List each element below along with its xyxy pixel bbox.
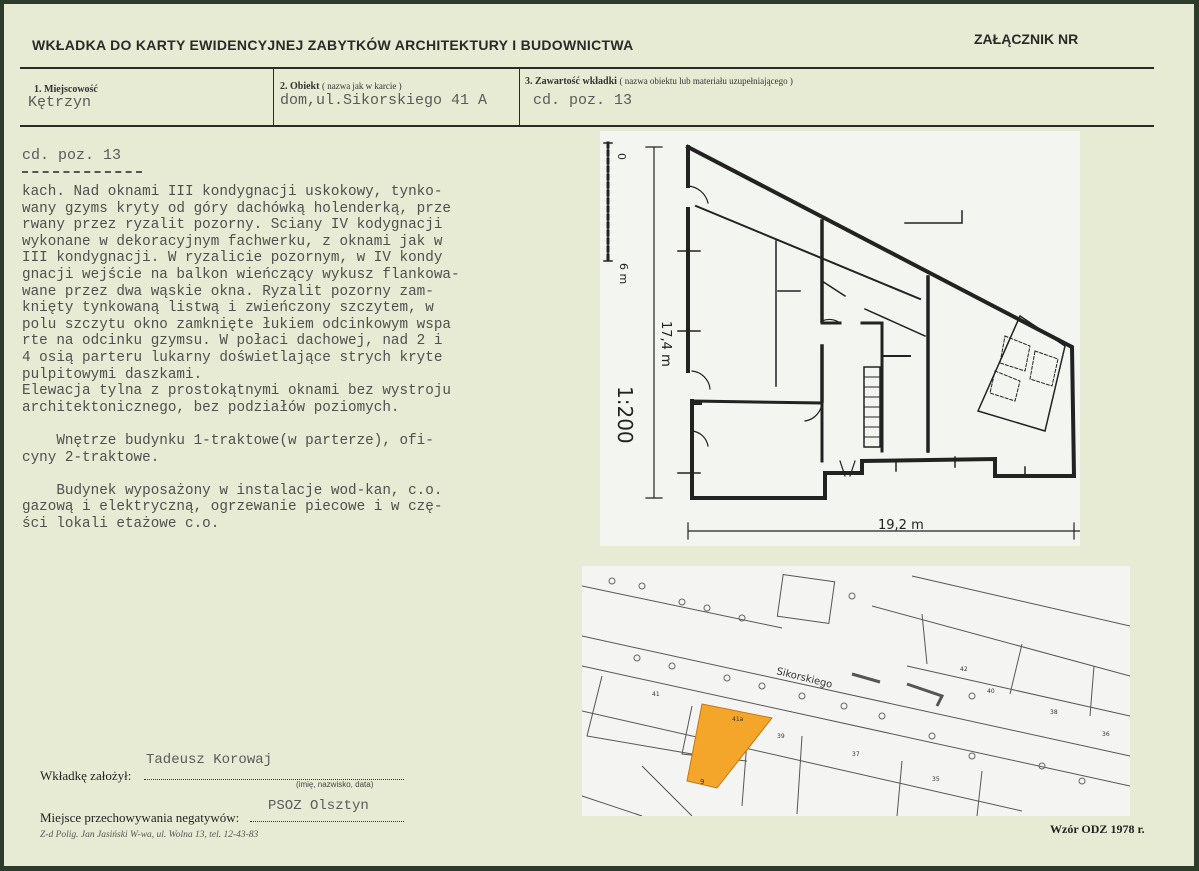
contents-value: cd. poz. 13: [533, 92, 633, 109]
negatives-dotted-line: [250, 821, 404, 822]
site-plan-map-icon: [582, 566, 1130, 816]
scale-bar-zero: 0: [615, 153, 628, 160]
map-number-36: 36: [1102, 731, 1110, 738]
map-number-41: 41: [652, 691, 660, 698]
object-value: dom,ul.Sikorskiego 41 A: [280, 92, 488, 109]
printer-imprint: Z-d Polig. Jan Jasiński W-wa, ul. Wolna 13, tel. 12-43-83: [40, 830, 259, 840]
floor-plan-drawing: [600, 131, 1080, 546]
map-number-9: 9: [700, 778, 705, 786]
annex-number-label: ZAŁĄCZNIK NR: [974, 31, 1079, 47]
continuation-heading: cd. poz. 13: [22, 147, 122, 164]
plan-scale: 1:200: [613, 386, 637, 444]
plan-depth: 17,4 m: [658, 321, 673, 367]
record-card-insert: [4, 4, 1194, 866]
plan-width: 19,2 m: [878, 518, 924, 533]
map-number-38: 38: [1050, 709, 1058, 716]
object-label: 2. Obiekt ( nazwa jak w karcie ): [280, 81, 402, 92]
locality-value: Kętrzyn: [28, 94, 92, 111]
description-text: kach. Nad oknami III kondygnacji uskokowy, tynko- wany gzyms kryty od góry dachówką holenderką, prze rwany przez ryzalit pozorny. Sciany IV kodygnacji wykonane w dekoracyjnym fachwerku, z oknami jak w III kondygnacji. W ryzalicie pozornym, w IV kondy gnacji wejście na balkon wieńczący wykusz flankowa- wane przez dwa wąskie okna. Ryzalit pozorny zam- knięty tynkowaną listwą i zwieńczony szczytem, w polu szczytu okno zamknięte łukiem odcinkowym wspa rte na odcinku gzymsu. W połaci dachowej, nad 2 i 4 osią parteru lukarny doświetlające strych kryte pulpitowymi daszkami. Elewacja tylna z prostokątnymi oknami bez wystroju architektonicznego, bez podziałów poziomych. Wnętrze budynku 1-traktowe(w parterze), ofi- cyny 2-traktowe. Budynek wyposażony w instalacje wod-kan, c.o. gazową i elektryczną, ogrzewanie piecowe i w czę- ści lokali etażowe c.o.: [22, 184, 460, 532]
header-rule-top: [20, 67, 1154, 69]
map-number-37: 37: [852, 751, 860, 758]
scale-bar-length: 6 m: [617, 263, 630, 285]
highlighted-plot: [687, 704, 772, 788]
map-number-42: 42: [960, 666, 968, 673]
form-number: Wzór ODZ 1978 r.: [1050, 822, 1145, 836]
map-number-35: 35: [932, 776, 940, 783]
contents-label: 3. Zawartość wkładki ( nazwa obiektu lub materiału uzupełniającego ): [525, 76, 793, 87]
heading-underline: [22, 171, 142, 173]
map-number-40: 40: [987, 688, 995, 695]
negatives-value: PSOZ Olsztyn: [268, 798, 369, 814]
map-street-name: Sikorskiego: [775, 666, 834, 691]
locality-label: 1. Miejscowość: [34, 84, 98, 95]
page-title: WKŁADKA DO KARTY EWIDENCYJNEJ ZABYTKÓW ARCHITEKTURY I BUDOWNICTWA: [32, 37, 634, 53]
founder-value: Tadeusz Korowaj: [146, 752, 273, 768]
map-number-39: 39: [777, 733, 785, 740]
site-map: [582, 566, 1130, 816]
field-divider-1: [273, 69, 274, 125]
founder-sub-label: (imię, nazwisko, data): [296, 780, 374, 789]
field-divider-2: [519, 69, 520, 125]
founder-label: Wkładkę założył:: [40, 768, 132, 783]
header-rule-bottom: [20, 125, 1154, 127]
floor-plan-icon: [600, 131, 1080, 546]
map-number-41a: 41a: [732, 716, 744, 723]
negatives-label: Miejsce przechowywania negatywów:: [40, 810, 240, 825]
